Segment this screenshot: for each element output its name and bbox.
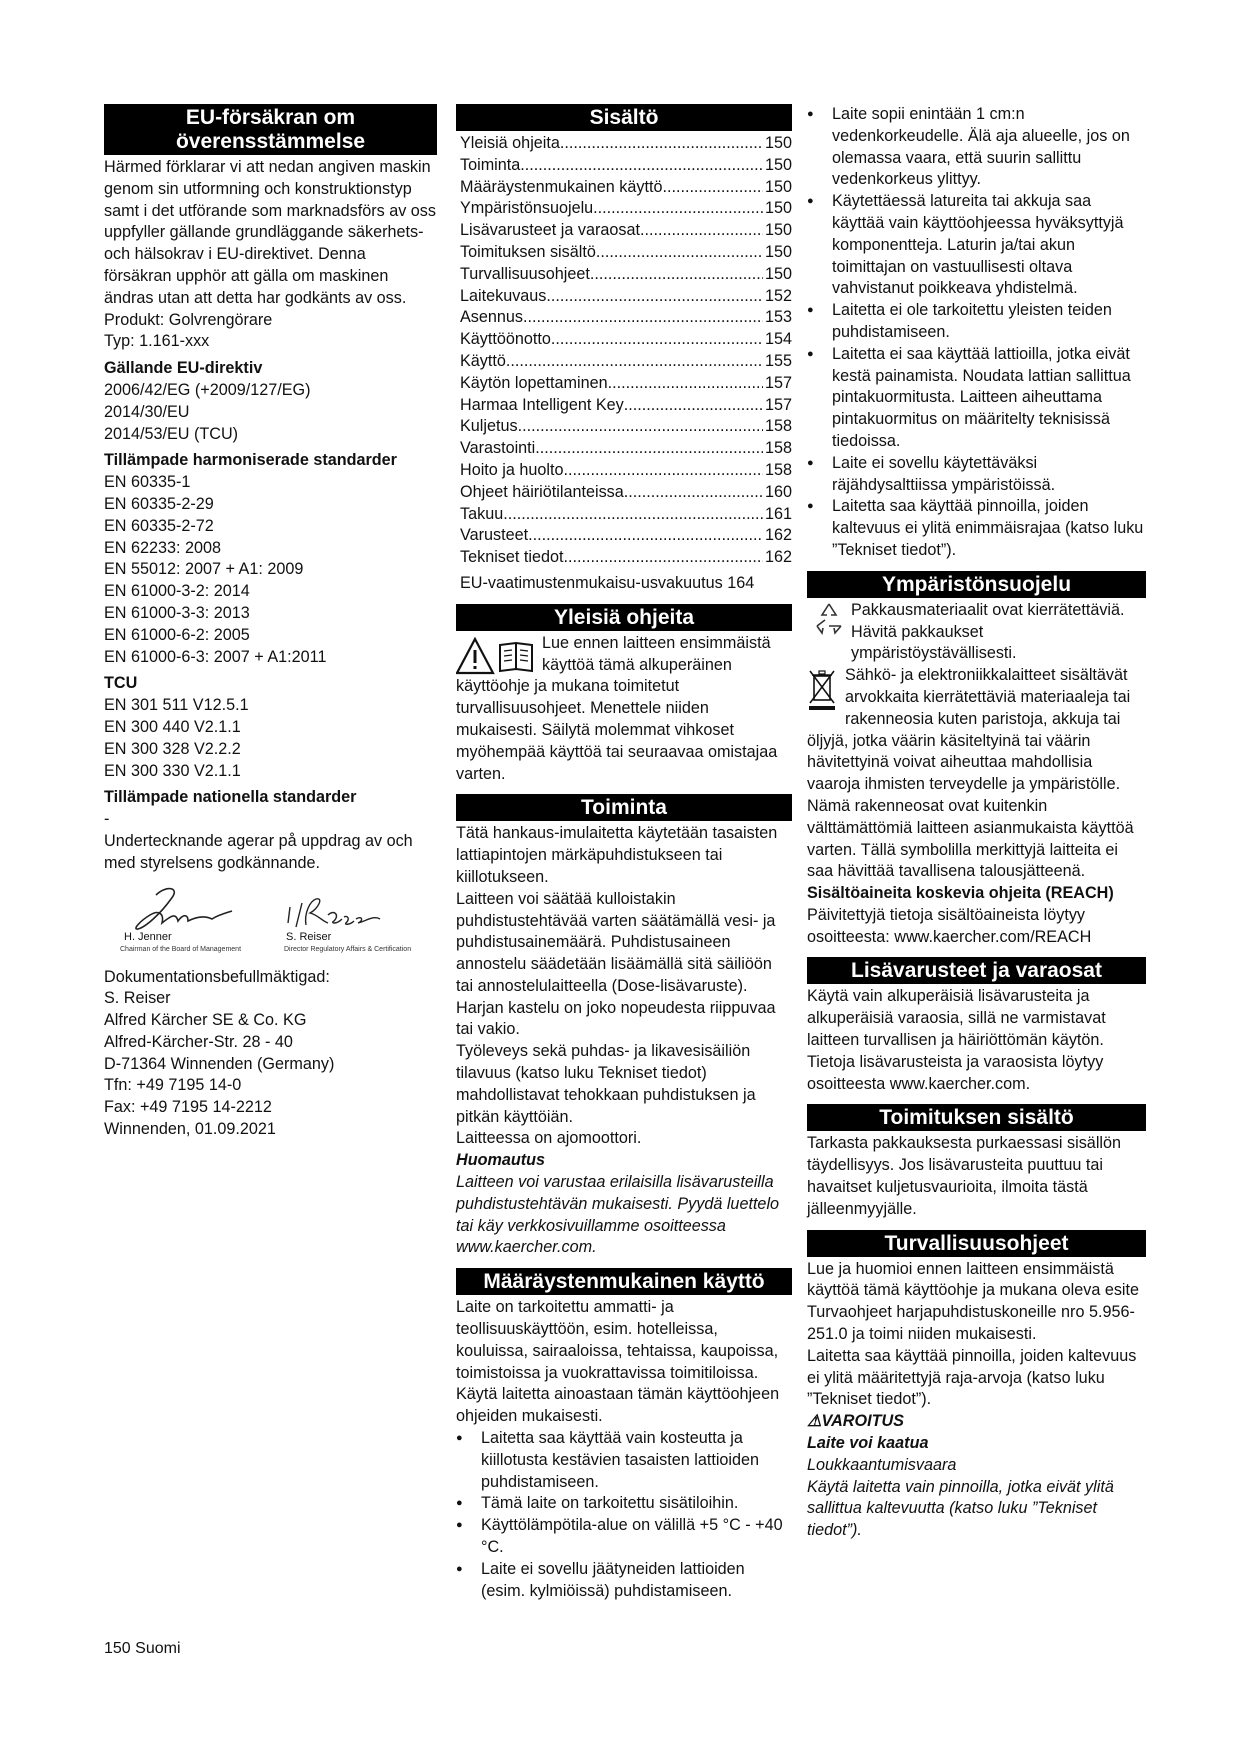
signature-jenner [126,885,236,935]
safety-column [807,104,1146,1542]
toc-leader-dots [563,547,763,569]
toc-leader-dots [608,373,763,395]
national-standards-title: Tillämpade nationella standarder [104,788,357,807]
toc-leader-dots [662,177,763,199]
toc-leader-dots [551,329,763,351]
function-text-1: Tätä hankaus-imulaitetta käytetään tasaisten lattiapintojen märkäpuhdistukseen tai kiillotukseen. [456,824,778,886]
signer-1-name: H. Jenner [124,930,172,943]
recycling-icon [807,600,851,636]
toc-entry-title: Kuljetus [460,417,518,436]
toc-entry-page: 160 [764,482,792,501]
toc-entry-title: Asennus [460,308,523,327]
list-item: ● Laite ei sovellu jäätyneiden lattioiden (esim. kylmiöissä) puhdistamiseen. [456,1559,792,1603]
list-item: ● Laitetta saa käyttää pinnoilla, joiden kaltevuus ei ylitä enimmäisrajaa (katso luku ”Tekniset tiedot”). [807,496,1146,561]
standard-item: EN 61000-6-3: 2007 + A1:2011 [104,647,327,666]
toc-entry-page: 150 [764,134,792,152]
toc-entry [460,264,792,286]
signer-2-role: Director Regulatory Affairs & Certification [284,945,412,953]
doc-line: Tfn: +49 7195 14-0 [104,1076,242,1095]
toc-entry-page: 150 [764,242,792,261]
environment-text-2: Sähkö- ja elektroniikkalaitteet sisältävät arvokkaita kierrätettäviä materiaaleja tai rakenneosia kuten paristoja, akkuja tai öljyjä, jotka väärin käsiteltyinä tai väärin hävitettyinä voivat aiheuttaa mahdollisia vaaroja ihmisten terveydelle ja ympäristölle. Nämä rakenneosat ovat kuitenkin välttämättömiä laitteen asianmukaista käyttöä varten. Tällä symbolilla merkittyjä laitteita ei saa hävittää tavallisena talousjätteenä. [807,666,1134,881]
toc-leader-dots [640,220,763,242]
toc-leader-dots [506,351,763,373]
signers-text: Undertecknande agerar på uppdrag av och med styrelsens godkännande. [104,831,413,872]
tcu-item: EN 300 328 V2.2.2 [104,739,241,758]
list-item: ● Laitetta saa käyttää vain kosteutta ja kiillotusta kestävien tasaisten lattioiden puhdistamiseen. [456,1428,792,1493]
toc-entry [460,547,792,569]
toc-leader-dots [624,395,763,417]
toc-entry [460,395,792,417]
toc-leader-dots [518,416,763,438]
toc-leader-dots [535,438,763,460]
warning-title: Laite voi kaatua [807,1434,929,1453]
toc-entry-title: Toimituksen sisältö [460,242,596,261]
toc-entry [460,242,792,264]
toc-entry-page: 152 [764,286,792,305]
tcu-title: TCU [104,674,138,693]
doc-line: Alfred Kärcher SE & Co. KG [104,1011,307,1030]
environment-heading: Ympäristönsuojelu [807,571,1146,598]
toc-entry [460,525,792,547]
function-heading: Toiminta [456,794,792,821]
reach-text: Päivitettyjä tietoja sisältöaineista löytyy osoitteesta: www.kaercher.com/REACH [807,905,1092,946]
environment-text-1: Pakkausmateriaalit ovat kierrätettäviä. Hävitä pakkaukset ympäristöystävällisesti. [851,600,1125,663]
general-text: Lue ennen laitteen ensimmäistä käyttöä tämä alkuperäinen käyttöohje ja mukana toimitetut turvallisuusohjeet. Menettele niiden mukaisesti. Säilytä molemmat vihkoset myöhempää käyttöä tai seuraavaa omistajaa varten. [456,633,778,783]
signature-reiser [284,893,384,933]
standard-item: EN 62233: 2008 [104,538,222,557]
list-item: ● Laite ei sovellu käytettäväksi räjähdysalttiissa ympäristöissä. [807,453,1146,497]
toc-entry [460,155,792,177]
standard-item: EN 60335-2-72 [104,516,214,535]
toc-entry-page: 161 [764,504,792,523]
signature-block [104,885,437,967]
function-text-5: Laitteessa on ajomoottori. [456,1129,642,1148]
toc-leader-dots [560,133,763,155]
reach-title: Sisältöaineita koskevia ohjeita (REACH) [807,884,1114,903]
eu-declaration-intro: Härmed förklarar vi att nedan angiven maskin genom sin utformning och konstruktionstyp samt i det utförande som marknadsförs av oss uppfyller gällande grundläggande säkerhets- och hälsokrav i EU-direktivet. Denna försäkran upphör att gälla om maskinen ändras utan att detta har godkänts av oss. [104,158,436,307]
toc-leader-dots [523,307,763,329]
safety-text-1: Lue ja huomioi ennen laitteen ensimmäistä käyttöä tämä käyttöohje ja mukana oleva esite Turvaohjeet harjapuhdistuskoneille nro 5.956-251.0 ja toimi niiden mukaisesti. [807,1259,1140,1344]
toc-entry-title: Käyttöönotto [460,330,551,349]
signer-2-name: S. Reiser [286,930,332,943]
tcu-item: EN 300 330 V2.1.1 [104,761,241,780]
warning-label: ⚠VAROITUS [807,1412,904,1431]
list-item: ● Tämä laite on tarkoitettu sisätiloihin. [456,1493,792,1515]
doc-line: Winnenden, 01.09.2021 [104,1120,276,1139]
toc-leader-dots [564,460,763,482]
toc-leader-dots [546,286,763,308]
toc-entry [460,416,792,438]
toc-entry-title: Tekniset tiedot [460,548,564,567]
standards-title: Tillämpade harmoniserade standarder [104,451,397,470]
toc-leader-dots [593,198,763,220]
safety-text-2: Laitetta saa käyttää pinnoilla, joiden kaltevuus ei ylitä määritettyjä raja-arvoja (katso luku ”Tekniset tiedot”). [807,1346,1137,1409]
directive-item: 2006/42/EG (+2009/127/EG) [104,380,311,399]
toc-entry-page: 153 [764,308,792,327]
general-heading: Yleisiä ohjeita [456,604,792,631]
table-of-contents [456,133,792,569]
type-line: Typ: 1.161-xxx [104,332,210,351]
warning-subtitle: Loukkaantumisvaara [807,1455,957,1474]
toc-entry [460,351,792,373]
eu-declaration-heading: EU-försäkran om överensstämmelse [104,104,437,155]
list-item: ● Käyttölämpötila-alue on välillä +5 °C - +40 °C. [456,1515,792,1559]
warning-manual-icon [456,637,536,675]
toc-entry [460,133,792,155]
toc-entry-page: 162 [764,548,792,567]
toc-entry [460,329,792,351]
doc-line: Dokumentationsbefullmäktigad: [104,967,330,986]
list-item: ● Laitetta ei ole tarkoitettu yleisten teiden puhdistamiseen. [807,300,1146,344]
toc-entry [460,177,792,199]
list-item: ● Käytettäessä latureita tai akkuja saa käyttää vain käyttöohjeessa hyväksyttyjä komponentteja. Laturin ja/tai akun toimittajan on vastuullisesti oltava vahvistanut poikkeava yhdistelmä. [807,191,1146,300]
doc-line: Fax: +49 7195 14-2212 [104,1098,272,1117]
list-item: ● Laitetta ei saa käyttää lattioilla, jotka eivät kestä painamista. Noudata lattian sallittua pintakuormitusta. Laitteen aiheuttama pintakuormitus on määritelty teknisissä tiedoissa. [807,344,1146,453]
signer-1-role: Chairman of the Board of Management [120,945,242,953]
toc-heading: Sisältö [456,104,792,131]
toc-entry-title: Käyttö [460,351,506,370]
toc-entry-page: 150 [764,177,792,196]
toc-leader-dots [590,264,763,286]
standard-item: EN 61000-6-2: 2005 [104,625,250,644]
standard-item: EN 61000-3-2: 2014 [104,582,250,601]
function-text-2: Laitteen voi säätää kulloistakin puhdistustehtävää varten säätämällä vesi- ja puhdistusainemäärä. Puhdistusaineen annostelu säädetään lisäämällä sitä säiliöön tai annostelulaitteella (Dose-lisävaruste). [456,889,776,995]
national-standards-dash: - [104,810,110,829]
intended-use-list [456,1428,792,1602]
toc-entry-page: 162 [764,526,792,545]
toc-entry-page: 150 [764,221,792,240]
toc-last-entry: EU-vaatimustenmukaisu-usvakuutus 164 [460,573,755,592]
doc-line: Alfred-Kärcher-Str. 28 - 40 [104,1032,293,1051]
note-title: Huomautus [456,1151,546,1170]
toc-entry-page: 158 [764,439,792,458]
directive-item: 2014/30/EU [104,402,190,421]
toc-leader-dots [503,504,763,526]
toc-entry [460,504,792,526]
toc-entry [460,220,792,242]
product-line: Produkt: Golvrengörare [104,310,273,329]
accessories-heading: Lisävarusteet ja varaosat [807,957,1146,984]
tcu-item: EN 301 511 V12.5.1 [104,696,249,715]
list-item: ● Laite sopii enintään 1 cm:n vedenkorkeudelle. Älä aja alueelle, jos on olemassa vaara, että suurin sallittu vedenkorkeus ylittyy. [807,104,1146,191]
toc-entry-title: Harmaa Intelligent Key [460,395,624,414]
eu-declaration-column [104,104,437,1141]
intended-use-list-continued [807,104,1146,562]
toc-entry-page: 157 [764,373,792,392]
toc-entry-title: Turvallisuusohjeet [460,264,590,283]
toc-entry [460,307,792,329]
toc-leader-dots [528,525,763,547]
toc-entry-page: 155 [764,351,792,370]
directives-title: Gällande EU-direktiv [104,359,263,378]
page-footer: 150 Suomi [104,1640,181,1657]
toc-entry-page: 158 [764,460,792,479]
toc-entry-title: Lisävarusteet ja varaosat [460,221,640,240]
toc-entry [460,482,792,504]
toc-entry-page: 150 [764,155,792,174]
toc-entry [460,460,792,482]
doc-line: D-71364 Winnenden (Germany) [104,1054,335,1073]
toc-entry-title: Varastointi [460,439,536,458]
standard-item: EN 60335-1 [104,473,191,492]
tcu-item: EN 300 440 V2.1.1 [104,717,241,736]
intended-use-text: Laite on tarkoitettu ammatti- ja teollisuuskäyttöön, esim. hotelleissa, kouluissa, sairaaloissa, tehtaissa, kaupoissa, toimistoissa ja vuokrattavissa toimitiloissa. Käytä laitetta ainoastaan tämän käyttöohjeen ohjeiden mukaisesti. [456,1298,780,1426]
warning-text: Käytä laitetta vain pinnoilla, jotka eivät ylitä sallittua kaltevuutta (katso luku ”Tekniset tiedot”). [807,1477,1114,1540]
toc-entry-page: 150 [764,264,792,283]
toc-entry-title: Ympäristönsuojelu [460,199,594,218]
toc-leader-dots [520,155,763,177]
toc-entry [460,438,792,460]
function-text-3: Harjan kastelu on joko nopeudesta riippuvaa tai vakio. [456,998,776,1039]
toc-entry-title: Varusteet [460,526,529,545]
toc-entry-title: Ohjeet häiriötilanteissa [460,482,624,501]
standard-item: EN 61000-3-3: 2013 [104,603,250,622]
safety-heading: Turvallisuusohjeet [807,1230,1146,1257]
standard-item: EN 55012: 2007 + A1: 2009 [104,560,304,579]
toc-entry-title: Toiminta [460,155,521,174]
toc-leader-dots [624,482,763,504]
toc-leader-dots [596,242,763,264]
directive-item: 2014/53/EU (TCU) [104,424,239,443]
toc-entry [460,198,792,220]
toc-entry-title: Takuu [460,504,504,523]
toc-entry-title: Määräystenmukainen käyttö [460,177,663,196]
toc-entry-page: 158 [764,417,792,436]
toc-entry-title: Yleisiä ohjeita [460,134,560,152]
delivery-heading: Toimituksen sisältö [807,1104,1146,1131]
note-text: Laitteen voi varustaa erilaisilla lisävarusteilla puhdistustehtävän mukaisesti. Pyydä luettelo tai käy verkkosivuillamme osoitteessa www.kaercher.com. [456,1173,780,1257]
toc-entry [460,373,792,395]
crossed-bin-icon [807,667,837,711]
intended-use-heading: Määräystenmukainen käyttö [456,1268,792,1295]
contents-column [456,104,792,1602]
doc-line: S. Reiser [104,989,171,1008]
standard-item: EN 60335-2-29 [104,494,214,513]
toc-entry-title: Käytön lopettaminen [460,373,608,392]
toc-entry-page: 154 [764,330,792,349]
toc-entry-page: 150 [764,199,792,218]
toc-entry-title: Hoito ja huolto [460,460,564,479]
delivery-text: Tarkasta pakkauksesta purkaessasi sisällön täydellisyys. Jos lisävarusteita puuttuu tai havaitset kuljetusvaurioita, ilmoita tästä jälleenmyyjälle. [807,1134,1122,1218]
toc-entry-title: Laitekuvaus [460,286,547,305]
toc-entry-page: 157 [764,395,792,414]
accessories-text: Käytä vain alkuperäisiä lisävarusteita ja alkuperäisiä varaosia, sillä ne varmistavat laitteen turvallisen ja häiriöttömän käytön. Tietoja lisävarusteista ja varaosista löytyy osoitteesta www.kaercher.com. [807,987,1106,1093]
function-text-4: Työleveys sekä puhdas- ja likavesisäiliön tilavuus (katso luku Tekniset tiedot) mahdollistavat tehokkaan puhdistuksen ja pitkän käyttöiän. [456,1042,756,1126]
toc-entry [460,286,792,308]
